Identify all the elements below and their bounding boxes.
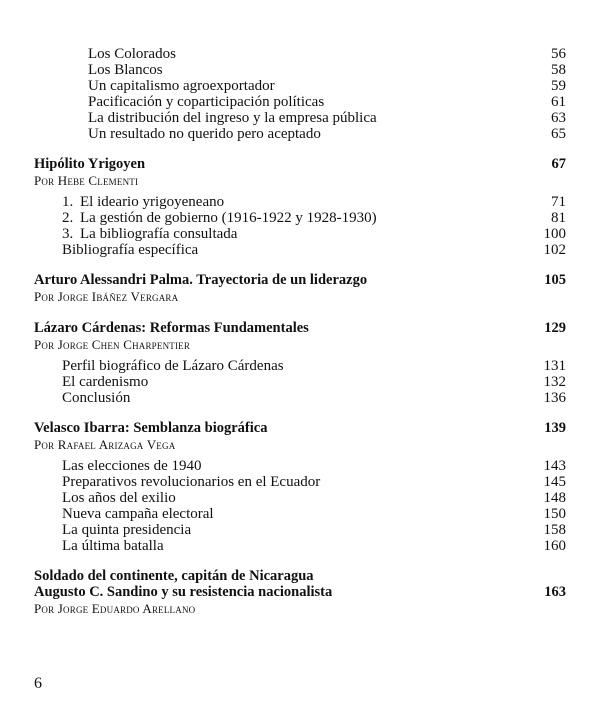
entry-title: Las elecciones de 1940 [62, 458, 202, 474]
entry-title: Conclusión [62, 390, 131, 406]
entry-title: Perfil biográfico de Lázaro Cárdenas [62, 358, 284, 374]
entry-page-number: 160 [543, 538, 566, 554]
toc-entry [34, 522, 566, 538]
entry-page-number: 163 [544, 584, 566, 600]
toc-entry [34, 506, 566, 522]
toc-entry [34, 78, 566, 94]
entry-page-number: 150 [543, 506, 566, 522]
chapter-title-row [34, 420, 566, 436]
entry-page-number: 81 [551, 210, 566, 226]
toc-entry [34, 242, 566, 258]
entry-title: Un resultado no querido pero aceptado [88, 126, 321, 142]
entry-title: Por Hebe Clementi [34, 173, 139, 188]
entry-title: Velasco Ibarra: Semblanza biográfica [34, 420, 268, 436]
entry-title: Arturo Alessandri Palma. Trayectoria de un liderazgo [34, 272, 368, 288]
entry-page-number: 136 [543, 390, 566, 406]
entry-page-number: 139 [544, 420, 566, 436]
author-row [34, 336, 566, 354]
entry-page-number: 59 [551, 78, 566, 94]
entry-title: Lázaro Cárdenas: Reformas Fundamentales [34, 320, 309, 336]
entry-title: Pacificación y coparticipación políticas [88, 94, 325, 110]
entry-number: 2. [62, 210, 74, 226]
entry-title: Bibliografía específica [62, 242, 199, 258]
entry-page-number: 100 [543, 226, 566, 242]
entry-page-number: 67 [551, 156, 566, 172]
chapter-title-row [34, 156, 566, 172]
entry-title: Augusto C. Sandino y su resistencia nacionalista [34, 584, 333, 600]
entry-title: El ideario yrigoyeneano [80, 194, 225, 210]
entry-title: La última batalla [62, 538, 164, 554]
entry-title: El cardenismo [62, 374, 149, 390]
toc-entry [34, 226, 566, 242]
entry-title: La distribución del ingreso y la empresa pública [88, 110, 377, 126]
entry-title: Los Colorados [88, 46, 176, 62]
entry-title: La bibliografía consultada [80, 226, 238, 242]
entry-number: 3. [62, 226, 74, 242]
author-row [34, 172, 566, 190]
table-of-contents [34, 46, 566, 622]
entry-page-number: 71 [551, 194, 566, 210]
chapter-title-row [34, 584, 566, 600]
toc-entry [34, 126, 566, 142]
toc-entry [34, 210, 566, 226]
toc-entry [34, 62, 566, 78]
entry-page-number: 131 [543, 358, 566, 374]
entry-title: Nueva campaña electoral [62, 506, 214, 522]
entry-page-number: 158 [543, 522, 566, 538]
entry-title: Soldado del continente, capitán de Nicaragua [34, 568, 314, 584]
entry-page-number: 102 [543, 242, 566, 258]
entry-page-number: 132 [543, 374, 566, 390]
page-number: 6 [34, 675, 42, 692]
toc-entry [34, 490, 566, 506]
entry-page-number: 56 [551, 46, 566, 62]
toc-entry [34, 458, 566, 474]
toc-entry [34, 474, 566, 490]
toc-entry [34, 94, 566, 110]
entry-title: Por Jorge Eduardo Arellano [34, 601, 196, 616]
author-row [34, 288, 566, 306]
toc-entry [34, 390, 566, 406]
author-row [34, 436, 566, 454]
entry-page-number: 63 [551, 110, 566, 126]
entry-title: Los años del exilio [62, 490, 176, 506]
chapter-title-row [34, 320, 566, 336]
entry-page-number: 143 [543, 458, 566, 474]
entry-page-number: 145 [543, 474, 566, 490]
chapter-title-row [34, 568, 566, 584]
entry-title: La quinta presidencia [62, 522, 192, 538]
entry-title: Hipólito Yrigoyen [34, 156, 146, 172]
chapter-title-row [34, 272, 566, 288]
entry-title: Por Jorge Chen Charpentier [34, 337, 191, 352]
toc-entry [34, 110, 566, 126]
entry-page-number: 148 [543, 490, 566, 506]
entry-title: La gestión de gobierno (1916-1922 y 1928-1930) [80, 210, 377, 226]
entry-title: Por Jorge Ibáñez Vergara [34, 289, 179, 304]
toc-entry [34, 538, 566, 554]
toc-entry [34, 358, 566, 374]
toc-entry [34, 46, 566, 62]
entry-page-number: 129 [544, 320, 566, 336]
entry-title: Preparativos revolucionarios en el Ecuador [62, 474, 321, 490]
entry-title: Los Blancos [88, 62, 163, 78]
entry-number: 1. [62, 194, 74, 210]
entry-page-number: 65 [551, 126, 566, 142]
author-row [34, 600, 566, 618]
entry-page-number: 58 [551, 62, 566, 78]
toc-entry [34, 374, 566, 390]
toc-entry [34, 194, 566, 210]
entry-title: Un capitalismo agroexportador [88, 78, 275, 94]
entry-title: Por Rafael Arizaga Vega [34, 437, 176, 452]
entry-page-number: 105 [544, 272, 566, 288]
entry-page-number: 61 [551, 94, 566, 110]
